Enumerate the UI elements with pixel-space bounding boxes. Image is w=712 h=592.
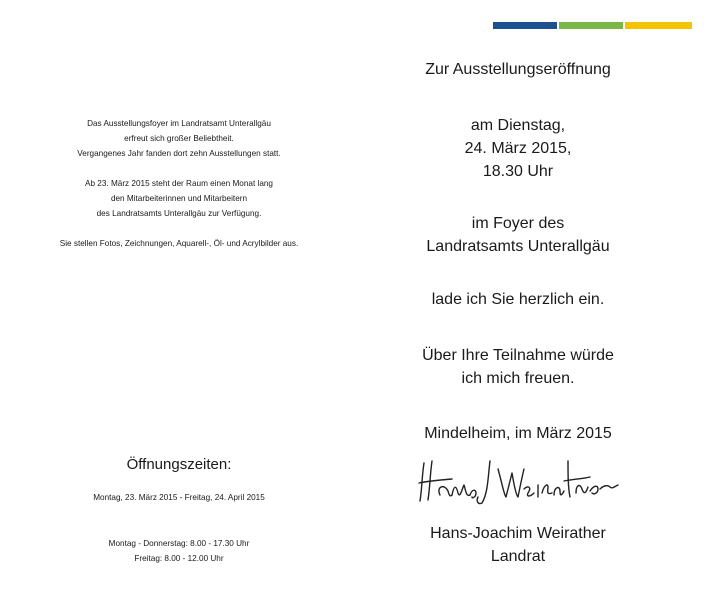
stripe-yellow	[625, 22, 692, 29]
signer-name: Hans-Joachim Weirather	[430, 525, 606, 542]
heading-text: Zur Ausstellungseröffnung	[425, 61, 611, 78]
intro-line: des Landratsamts Unterallgäu zur Verfügung.	[96, 209, 262, 218]
invite-text: lade ich Sie herzlich ein.	[431, 291, 605, 308]
intro-text	[20, 116, 338, 251]
place-line: im Foyer des	[471, 215, 565, 232]
stripe-blue	[493, 22, 557, 29]
invite-line	[380, 288, 656, 311]
opening-hours-range: Montag, 23. März 2015 - Freitag, 24. April 2015	[93, 493, 265, 502]
signer-title: Landrat	[490, 548, 546, 565]
date-line: am Dienstag,	[470, 117, 566, 134]
opening-hours-friday: Freitag: 8.00 - 12.00 Uhr	[134, 554, 224, 563]
handwritten-signature	[418, 455, 620, 505]
place-date-text: Mindelheim, im März 2015	[424, 425, 612, 442]
intro-line: Ab 23. März 2015 steht der Raum einen Monat lang	[85, 179, 273, 188]
closing-line: ich mich freuen.	[461, 370, 575, 387]
opening-hours-weekdays: Montag - Donnerstag: 8.00 - 17.30 Uhr	[108, 539, 250, 548]
event-place	[380, 212, 656, 258]
intro-line: Sie stellen Fotos, Zeichnungen, Aquarell-, Öl- und Acrylbilder aus.	[59, 239, 299, 248]
place-line: Landratsamts Unterallgäu	[426, 238, 610, 255]
date-line: 24. März 2015,	[464, 140, 572, 157]
opening-hours-title: Öffnungszeiten:	[126, 456, 232, 473]
intro-line: Das Ausstellungsfoyer im Landratsamt Unterallgäu	[87, 119, 271, 128]
place-date	[380, 422, 656, 445]
signer-block	[380, 522, 656, 568]
intro-line: erfreut sich großer Beliebtheit.	[124, 134, 234, 143]
date-line: 18.30 Uhr	[482, 163, 554, 180]
invitation-heading	[380, 58, 656, 81]
closing-line: Über Ihre Teilnahme würde	[422, 347, 614, 364]
intro-line: Vergangenes Jahr fanden dort zehn Ausstellungen statt.	[77, 149, 281, 158]
stripe-green	[559, 22, 623, 29]
opening-hours-list	[20, 536, 338, 566]
closing-text	[380, 344, 656, 390]
event-date	[380, 114, 656, 183]
intro-line: den Mitarbeiterinnen und Mitarbeitern	[110, 194, 248, 203]
